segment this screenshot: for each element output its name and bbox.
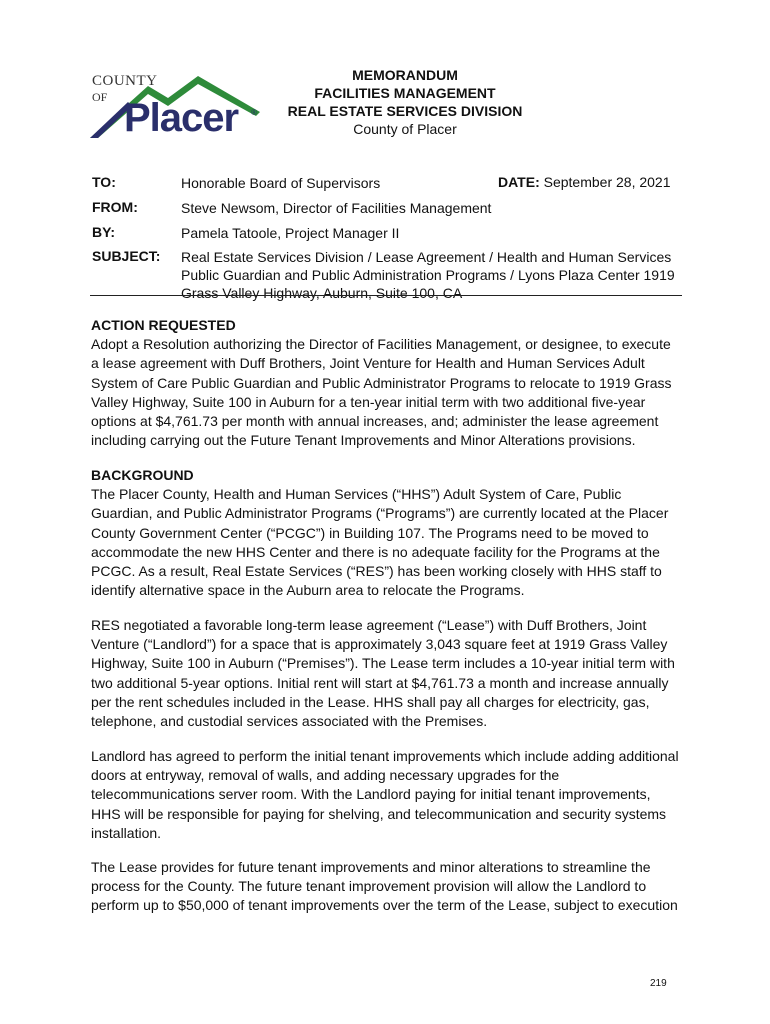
logo-of-text: OF xyxy=(92,90,108,104)
date-label: DATE: xyxy=(498,174,540,190)
county-of-placer-logo xyxy=(88,72,260,142)
department-title: FACILITIES MANAGEMENT xyxy=(314,85,496,101)
from-value: Steve Newsom, Director of Facilities Management xyxy=(181,200,492,216)
background-paragraph-3-block xyxy=(91,747,681,843)
background-heading: BACKGROUND xyxy=(91,467,194,483)
to-label: TO: xyxy=(92,174,116,190)
logo-placer-text: Placer xyxy=(124,96,239,140)
to-value: Honorable Board of Supervisors xyxy=(181,175,381,191)
background-paragraph-2: RES negotiated a favorable long-term lease agreement (“Lease”) with Duff Brothers, Joint Venture (“Landlord”) for a space that is approximately 3,043 square feet at 1919 Grass Valley Highway, Suite 100 in Auburn (“Premises”). The Lease term includes a 10-year initial term with two additional 5-year options. Initial rent will start at $4,761.73 a month and increase annually per the rent schedules included in the Lease. HHS shall pay all charges for electricity, gas, telephone, and custodial services associated with the Premises. xyxy=(91,617,675,730)
action-requested-heading: ACTION REQUESTED xyxy=(91,317,236,333)
by-label: BY: xyxy=(92,224,116,240)
background-paragraph-4: The Lease provides for future tenant improvements and minor alterations to streamline the process for the County. The future tenant improvement provision will allow the Landlord to perform up to $50,000 of tenant improvements over the term of the Lease, subject to execution xyxy=(91,859,678,914)
page-number: 219 xyxy=(650,978,667,989)
date-value: September 28, 2021 xyxy=(543,174,671,190)
from-label: FROM: xyxy=(92,199,138,215)
division-title: REAL ESTATE SERVICES DIVISION xyxy=(287,103,523,119)
action-requested-section xyxy=(91,316,681,450)
action-requested-text: Adopt a Resolution authorizing the Director of Facilities Management, or designee, to execute a lease agreement with Duff Brothers, Joint Venture for Health and Human Services Adult System of Care Public Guardian and Public Administrator Programs to relocate to 1919 Grass Valley Highway, Suite 100 in Auburn for a ten-year initial term with two additional five-year options at $4,761.73 per month with annual increases, and; administer the lease agreement including carrying out the Future Tenant Improvements and Minor Alterations provisions. xyxy=(91,336,672,449)
background-paragraph-2-block xyxy=(91,616,681,731)
background-paragraph-4-block xyxy=(91,858,681,916)
subject-label: SUBJECT: xyxy=(92,248,161,264)
background-paragraph-3: Landlord has agreed to perform the initial tenant improvements which include adding additional doors at entryway, removal of walls, and adding necessary upgrades for the telecommunications server room. With the Landlord paying for initial tenant improvements, HHS will be responsible for paying for shelving, and telecommunication and security systems installation. xyxy=(91,748,679,841)
logo-county-text: COUNTY xyxy=(92,73,158,89)
date-field xyxy=(498,174,671,190)
county-subtitle: County of Placer xyxy=(353,121,457,137)
by-value: Pamela Tatoole, Project Manager II xyxy=(181,225,400,241)
header-divider xyxy=(90,295,682,296)
memo-title: MEMORANDUM xyxy=(352,67,458,83)
background-section xyxy=(91,466,681,600)
background-paragraph-1: The Placer County, Health and Human Services (“HHS”) Adult System of Care, Public Guardian, and Public Administrator Programs (“Programs”) are currently located at the Placer County Government Center (“PCGC”) in Building 107. The Programs need to be moved to accommodate the new HHS Center and there is no adequate facility for the Programs at the PCGC. As a result, Real Estate Services (“RES”) has been working closely with HHS staff to identify alternative space in the Auburn area to relocate the Programs. xyxy=(91,486,669,599)
memo-header xyxy=(260,66,550,138)
subject-value: Real Estate Services Division / Lease Agreement / Health and Human Services Public Guardian and Public Administration Programs / Lyons Plaza Center 1919 Grass Valley Highway, Auburn, Suite 100, CA xyxy=(181,249,675,301)
logo-registered-mark: ® xyxy=(251,108,257,117)
